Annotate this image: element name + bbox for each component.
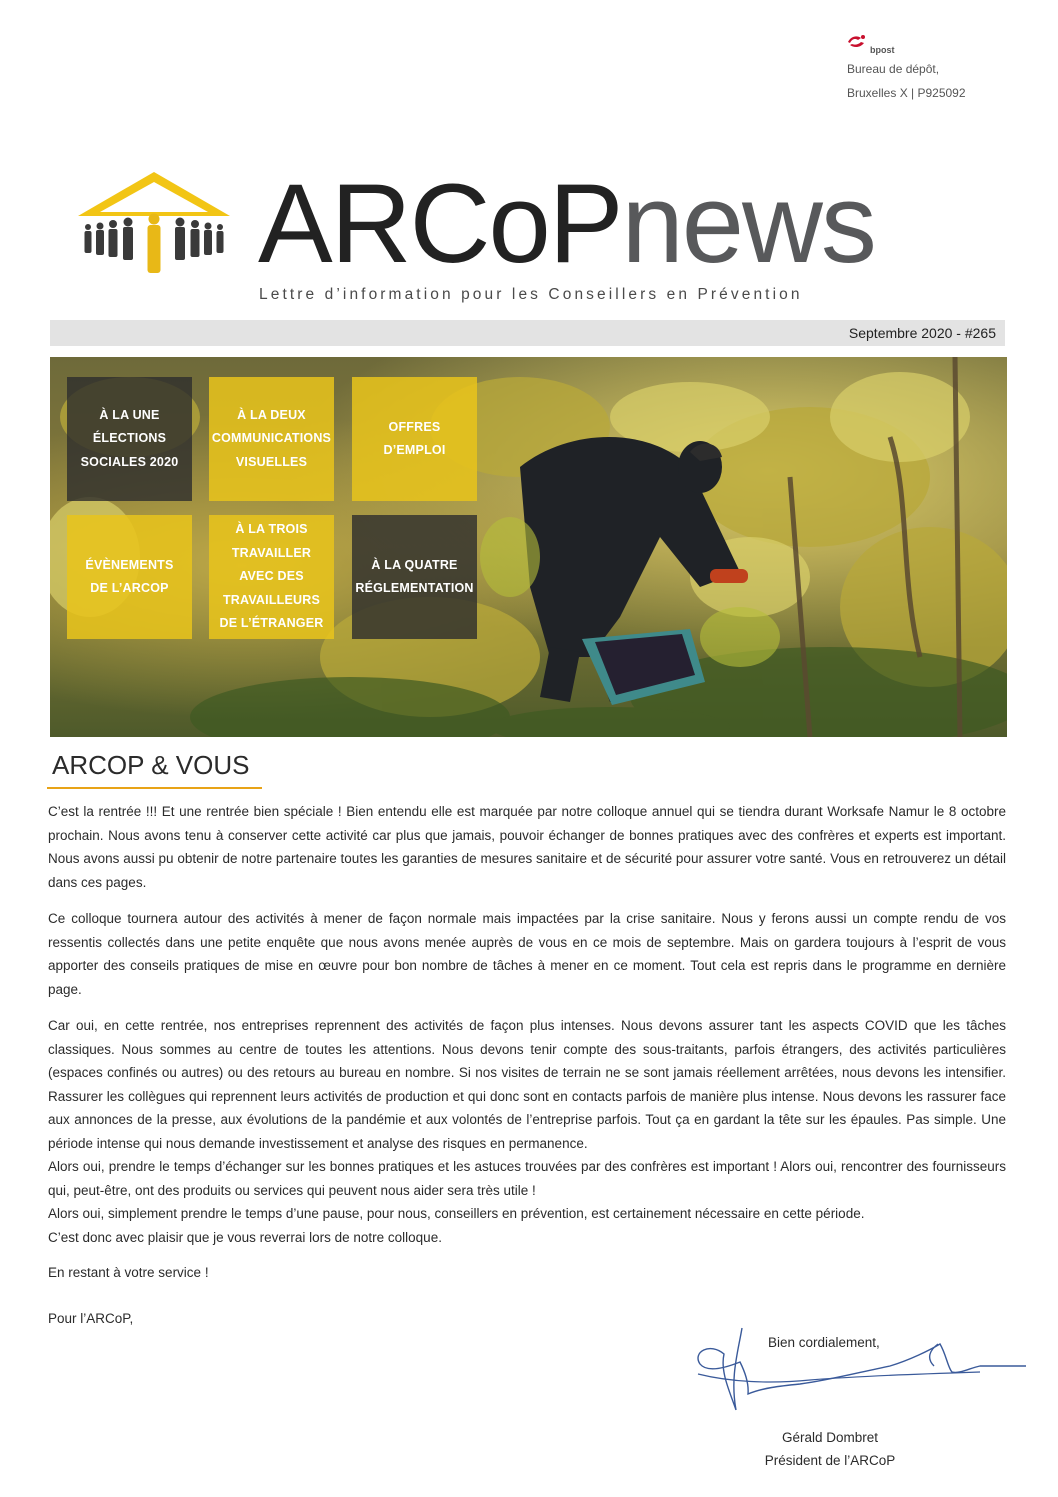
paragraph: C’est la rentrée !!! Et une rentrée bien spéciale ! Bien entendu elle est marquée par notre colloque annuel qui se tiendra durant Worksafe Namur le 8 octobre prochain. Nous avons tenu à conserver cette activité car plus que jamais, pouvoir échanger de bonnes pratiques avec des confrères et experts est important. Nous avons aussi pu obtenir de notre partenaire toutes les garanties de mesures sanitaire et de sécurité pour assurer votre santé. Vous en retrouverez un détail dans ces pages. (48, 804, 1006, 890)
masthead-title (258, 160, 875, 288)
handwritten-signature (690, 1322, 1030, 1417)
signer-title: Président de l’ARCoP (764, 1453, 896, 1468)
hero-banner (50, 357, 1007, 737)
tile-a-la-deux[interactable]: À LA DEUX COMMUNICATIONS VISUELLES (209, 377, 334, 501)
paragraph: Alors oui, simplement prendre le temps d’une pause, pour nous, conseillers en prévention, est certainement nécessaire en cette période. (48, 1206, 865, 1221)
vineyard-photo (50, 357, 1007, 737)
section-heading: ARCOP & VOUS (52, 750, 250, 780)
masthead-tagline: Lettre d’information pour les Conseillers en Prévention (259, 286, 803, 303)
postal-office: Bureau de dépôt, (847, 62, 940, 76)
closing-line: Bien cordialement, (768, 1335, 880, 1350)
paragraph: Ce colloque tournera autour des activités à mener de façon normale mais impactées par la crise sanitaire. Nous y ferons aussi un compte rendu de vos ressentis collectés dans une petite enquête que nous avons menée auprès de vous en ce mois de septembre. Mais on gardera toujours à l’esprit de vous apporter des conseils pratiques de mise en œuvre pour bon nombre de tâches à mener en ce moment. Tout cela est repris dans le programme en dernière page. (48, 911, 1006, 997)
tile-a-la-trois[interactable]: À LA TROIS TRAVAILLER AVEC DES TRAVAILLEURS DE L’ÉTRANGER (209, 515, 334, 639)
paragraph: Car oui, en cette rentrée, nos entreprises reprennent des activités de façon plus intenses. Nous devons assurer tant les aspects COVID que les tâches classiques. Nous sommes au centre de toutes les attentions. Nous devons tenir compte des sous-traitants, parfois étrangers, des activités particulières (espaces confinés ou autres) ou des retours au bureau en nombre. Si nos visites de terrain ne se sont jamais réellement arrêtées, nous devons les intensifier. Rassurer les collègues qui reprennent leurs activités de production et qui donc sont en contacts parfois de manière plus intense. Nous devons les rassurer face aux annonces de la presse, aux évolutions de la pandémie et aux volontés de l’entreprise parfois. Tout ça en gardant la tête sur les épaules. Pas simple. Une période intense qui nous demande investissement et analyse des risques en permanence. (48, 1018, 1006, 1151)
tile-evenements[interactable]: ÉVÈNEMENTS DE L’ARCOP (67, 515, 192, 639)
bpost-brand: bpost (870, 45, 895, 55)
sign-off: Pour l’ARCoP, (48, 1311, 134, 1326)
issue-date: Septembre 2020 - #265 (848, 325, 996, 341)
title-arcop: ARCoP (258, 161, 622, 286)
signer-name: Gérald Dombret (781, 1430, 879, 1445)
paragraph: C’est donc avec plaisir que je vous reverrai lors de notre colloque. (48, 1229, 442, 1245)
section-divider (47, 787, 262, 789)
title-news: news (621, 161, 875, 286)
tile-a-la-une[interactable]: À LA UNE ÉLECTIONS SOCIALES 2020 (67, 377, 192, 501)
tile-offres-emploi[interactable]: OFFRES D’EMPLOI (352, 377, 477, 501)
bpost-horn-icon (846, 32, 870, 52)
paragraph: Alors oui, prendre le temps d’échanger sur les bonnes pratiques et les astuces trouvées par des confrères est important ! Alors oui, rencontrer des fournisseurs qui, peut-être, ont des produits ou services qui peuvent nous aider sera très utile ! (48, 1159, 1006, 1198)
service-line: En restant à votre service ! (48, 1265, 209, 1280)
people-roof-logo (76, 170, 232, 276)
postal-number: Bruxelles X | P925092 (847, 86, 966, 100)
tile-a-la-quatre[interactable]: À LA QUATRE RÉGLEMENTATION (352, 515, 477, 639)
article-body (48, 800, 1006, 1249)
issue-bar (50, 320, 1005, 346)
